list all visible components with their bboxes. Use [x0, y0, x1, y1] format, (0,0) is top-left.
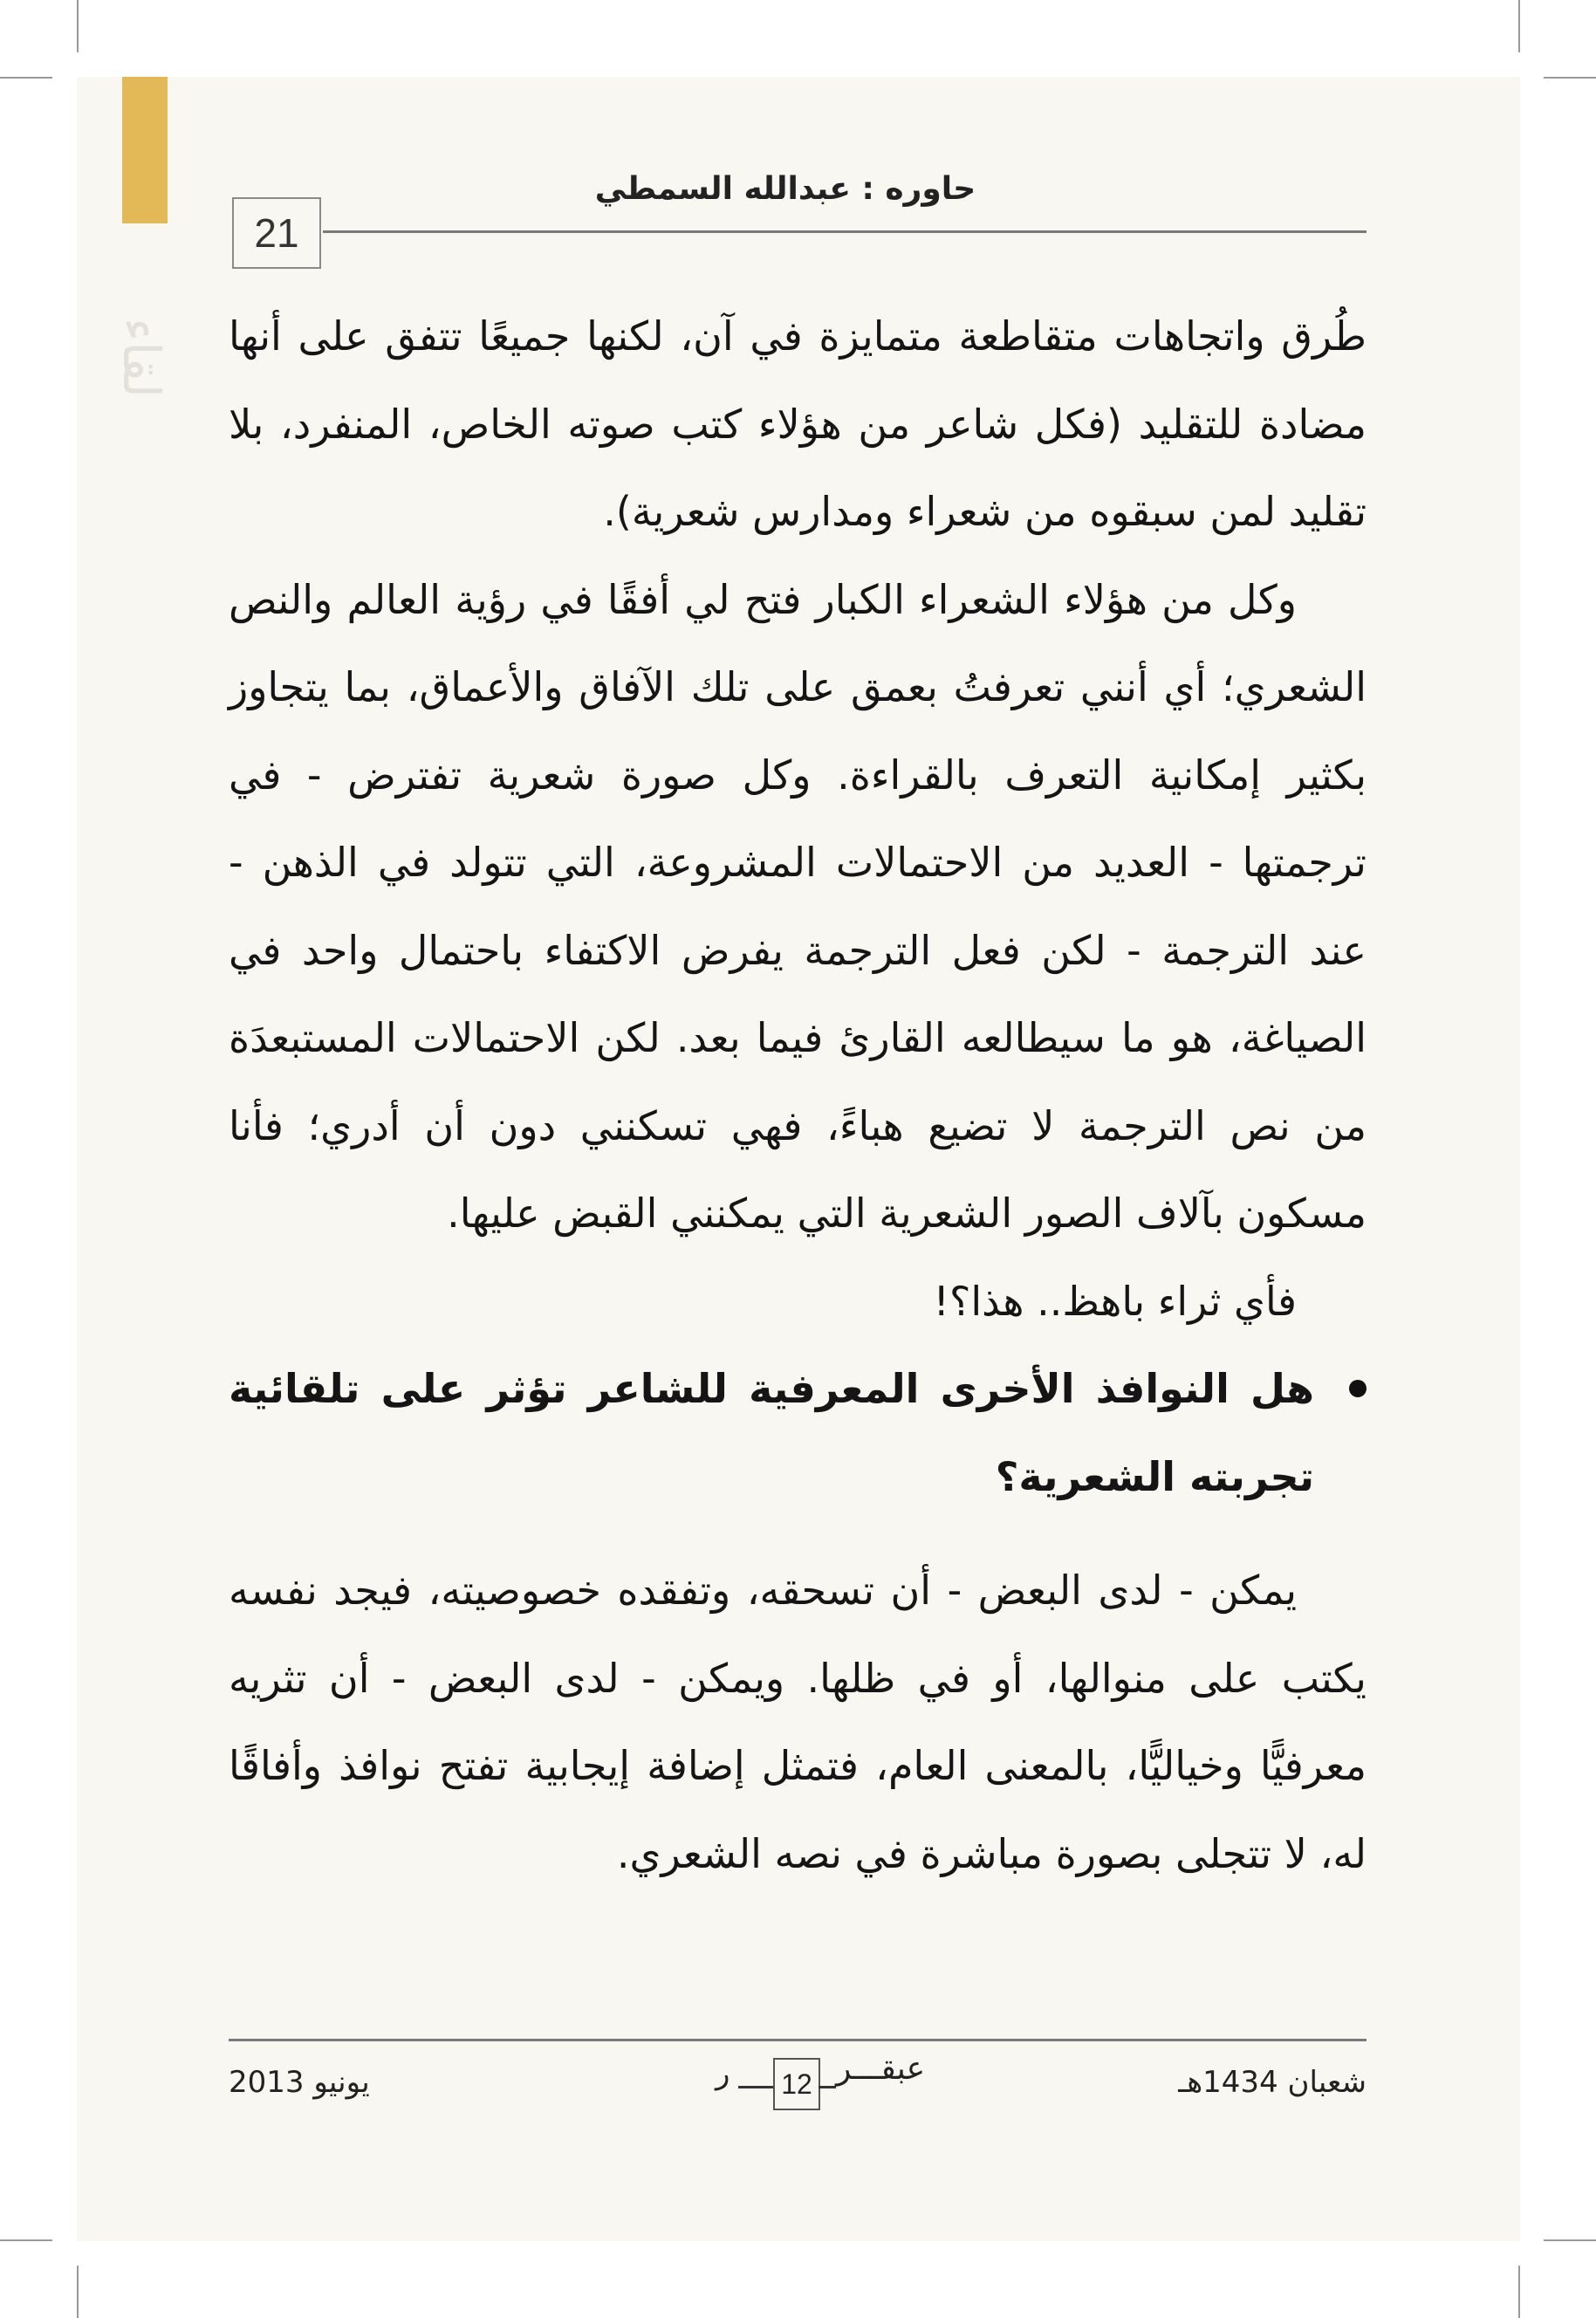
- question-text: هل النوافذ الأخرى المعرفية للشاعر تؤثر على تلقائية تجربته الشعرية؟: [229, 1365, 1314, 1500]
- paragraph: فأي ثراء باهظ.. هذا؟!: [933, 1277, 1297, 1325]
- spacer: [229, 1520, 1367, 1546]
- crop-mark: [0, 2239, 52, 2241]
- paragraph: وكل من هؤلاء الشعراء الكبار فتح لي أفقًا في رؤية العالم والنص الشعري؛ أي أنني تعرفتُ بعمق على تلك الآفاق والأعماق، بما يتجاوز بكثير إمكانية التعرف بالقراءة. وكل صورة شعرية تفترض - في ترجمتها - العديد من الاحتمالات المشروعة، التي تتولد في الذهن - عند الترجمة - لكن فعل الترجمة يفرض الاكتفاء باحتمال واحد في الصياغة، هو ما سيطالعه القارئ فيما بعد. لكن الاحتمالات المستبعدَة من نص الترجمة لا تضيع هباءً، فهي تسكنني دون أن أدري؛ فأنا مسكون بآلاف الصور الشعرية التي يمكنني القبض عليها.: [229, 575, 1367, 1237]
- footer-line: [819, 2086, 836, 2088]
- crop-mark: [1544, 2239, 1596, 2241]
- header-divider: [323, 230, 1367, 233]
- section-color-tab: [122, 77, 168, 223]
- article-body: [229, 292, 1367, 1897]
- bullet-icon: [1349, 1380, 1367, 1397]
- crop-mark: [1518, 2266, 1520, 2318]
- crop-mark: [77, 0, 79, 52]
- interview-question: [229, 1345, 1367, 1520]
- crop-mark: [1518, 0, 1520, 52]
- magazine-page-number: 12: [773, 2058, 820, 2110]
- answer-paragraph: يمكن - لدى البعض - أن تسحقه، وتفقده خصوصيته، فيجد نفسه يكتب على منوالها، أو في ظلها. ويمكن - لدى البعض - أن تثريه معرفيًّا وخياليًّا، بالمعنى العام، فتمثل إضافة إيجابية تفتح نوافذ وأفاقًا له، لا تتجلى بصورة مباشرة في نصه الشعري.: [229, 1567, 1367, 1877]
- footer-line: [738, 2086, 773, 2088]
- section-watermark: لقاء: [112, 318, 171, 398]
- crop-mark: [0, 77, 52, 79]
- running-head: حاوره : عبدالله السمطي: [594, 171, 976, 207]
- page-number: 21: [232, 197, 321, 269]
- crop-mark: [1544, 77, 1596, 79]
- footer-magazine-mark: [716, 2051, 925, 2112]
- footer-divider: [229, 2039, 1367, 2041]
- paragraph: طُرق واتجاهات متقاطعة متمايزة في آن، لكنها جميعًا تتفق على أنها مضادة للتقليد (فكل شاعر من هؤلاء كتب صوته الخاص، المنفرد، بلا تقليد لمن سبقوه من شعراء ومدارس شعرية).: [229, 312, 1367, 535]
- footer-date-gregorian: يونيو 2013: [229, 2065, 370, 2100]
- crop-mark: [77, 2266, 79, 2318]
- footer-date-hijri: شعبان 1434هـ: [1178, 2065, 1367, 2100]
- magazine-name: عبقـــر: [836, 2051, 926, 2087]
- magazine-tail: ر: [716, 2056, 730, 2091]
